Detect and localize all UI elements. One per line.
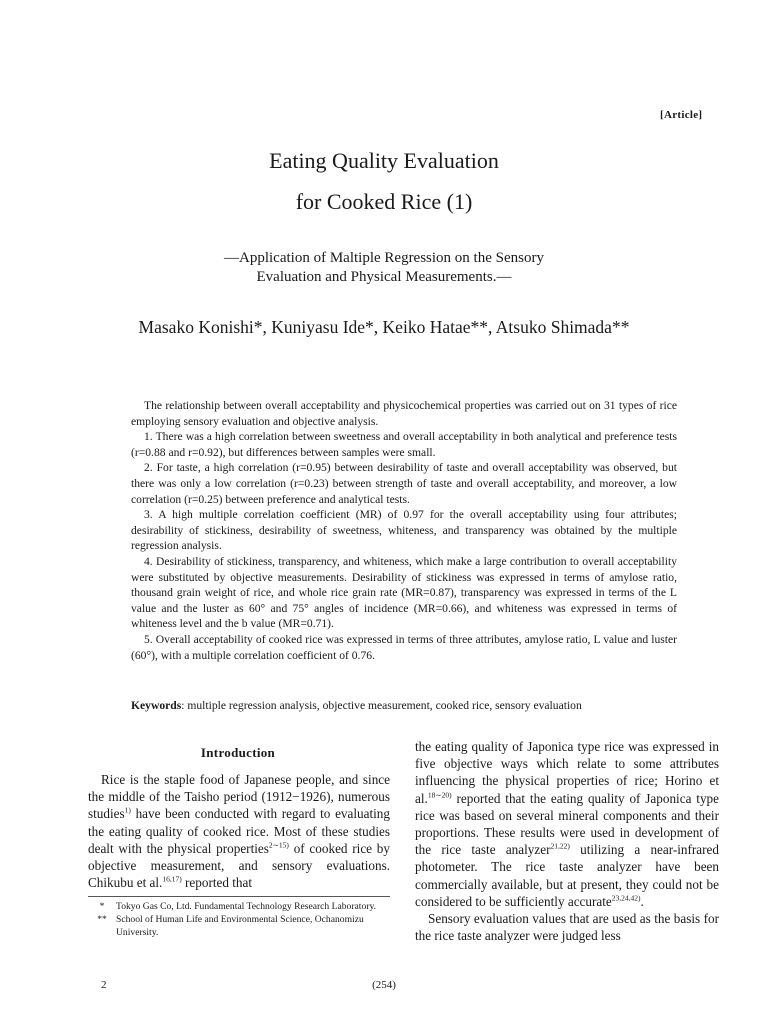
abstract-intro: The relationship between overall acceptability and physicochemical properties was carried out on 31 types of rice employing sensory evaluation and objective analysis. bbox=[131, 399, 677, 428]
abstract-point-4: 4. Desirability of stickiness, transparency, and whiteness, which make a large contribution to overall acceptability were substituted by objective measurements. Desirability of stickiness was expressed in terms of amylose ratio, thousand grain weight of rice, and whole rice grain rate (MR=0.87), transparency was expressed in terms of the L value and the luster as 60° and 75° angles of incidence (MR=0.66), and whiteness was expressed in terms of whiteness level and the b value (MR=0.71). bbox=[131, 554, 677, 631]
title-line-2: for Cooked Rice (1) bbox=[295, 189, 473, 214]
intro-paragraph-1-continued bbox=[415, 738, 719, 910]
left-column-text bbox=[88, 771, 390, 891]
subtitle-line-1: —Application of Maltiple Regression on the Sensory bbox=[224, 250, 544, 266]
left-text-c: of cooked rice by objective measurement, and sensory evaluations. Chikubu et al. bbox=[88, 840, 390, 891]
citation-ref: 16,17) bbox=[162, 874, 182, 884]
keywords-text: : multiple regression analysis, objective measurement, cooked rice, sensory evaluation bbox=[181, 699, 582, 712]
citation-ref: 18∼20) bbox=[427, 790, 452, 800]
footnote-text: School of Human Life and Environmental Science, Ochanomizu University. bbox=[116, 914, 364, 939]
abstract-point-5: 5. Overall acceptability of cooked rice was expressed in terms of three attributes, amylose ratio, L value and luster (60°), with a multiple correlation coefficient of 0.76. bbox=[131, 632, 677, 662]
footnote-mark: * bbox=[99, 901, 105, 912]
intro-paragraph-1 bbox=[88, 771, 390, 891]
journal-page-number: (254) bbox=[372, 979, 396, 991]
right-text-d: . bbox=[640, 893, 644, 909]
keywords-line bbox=[131, 699, 677, 712]
footnote-mark: ** bbox=[97, 914, 107, 926]
left-text-d: reported that bbox=[181, 875, 253, 891]
right-text-c: utilizing a near-infrared photometer. The rice taste analyzer have been commercially available, but at present, they could not be considered to be sufficiently accurate bbox=[415, 842, 719, 909]
keywords-label: Keywords bbox=[131, 699, 182, 712]
title-line-1: Eating Quality Evaluation bbox=[269, 148, 499, 173]
footnote-item bbox=[88, 913, 390, 939]
abstract-point-1: 1. There was a high correlation between sweetness and overall acceptability in both analytical and preference tests (r=0.88 and r=0.92), but differences between samples were small. bbox=[131, 430, 677, 459]
article-type-tag: [Article] bbox=[660, 109, 703, 121]
footnotes bbox=[88, 900, 390, 940]
footnote-text: Tokyo Gas Co, Ltd. Fundamental Technology Research Laboratory. bbox=[116, 901, 377, 912]
intro-paragraph-2: Sensory evaluation values that are used as the basis for the rice taste analyzer were judged less bbox=[415, 911, 719, 944]
author-list: Masako Konishi*, Kuniyasu Ide*, Keiko Hatae**, Atsuko Shimada** bbox=[138, 317, 630, 337]
section-heading-introduction: Introduction bbox=[200, 745, 276, 760]
footnote-divider bbox=[88, 896, 390, 897]
footnote-item bbox=[88, 900, 390, 913]
citation-ref: 21,22) bbox=[550, 841, 570, 851]
left-text-a: Rice is the staple food of Japanese people, and since the middle of the Taisho period (1912−1926), numerous studies bbox=[88, 772, 390, 822]
subtitle-line-2: Evaluation and Physical Measurements.— bbox=[256, 269, 512, 285]
citation-ref: 2∼15) bbox=[268, 840, 289, 850]
right-column-text bbox=[415, 738, 719, 944]
abstract bbox=[131, 398, 677, 663]
right-text-a: the eating quality of Japonica type rice was expressed in five objective ways which relate to some attributes influencing the physical properties of rice; Horino et al. bbox=[415, 739, 719, 806]
citation-ref: 23,24,42) bbox=[611, 893, 641, 903]
abstract-point-2: 2. For taste, a high correlation (r=0.95) between desirability of taste and overall acceptability was observed, but there was only a low correlation (r=0.23) between strength of taste and overall acceptability, and moreover, a low correlation (r=0.25) between preference and analytical tests. bbox=[131, 461, 677, 506]
citation-ref: 1) bbox=[124, 806, 131, 816]
right-text-b: reported that the eating quality of Japonica type rice was based on several mineral components and their proportions. These results were used in development of the rice taste analyzer bbox=[415, 790, 719, 858]
page-number: 2 bbox=[101, 979, 107, 991]
left-text-b: have been conducted with regard to evaluating the eating quality of cooked rice. Most of these studies dealt with the physical properties bbox=[88, 806, 390, 856]
abstract-point-3: 3. A high multiple correlation coefficient (MR) of 0.97 for the overall acceptability using four attributes; desirability of stickiness, desirability of sweetness, whiteness, and transparency was obtained by the multiple regression analysis. bbox=[131, 508, 677, 553]
